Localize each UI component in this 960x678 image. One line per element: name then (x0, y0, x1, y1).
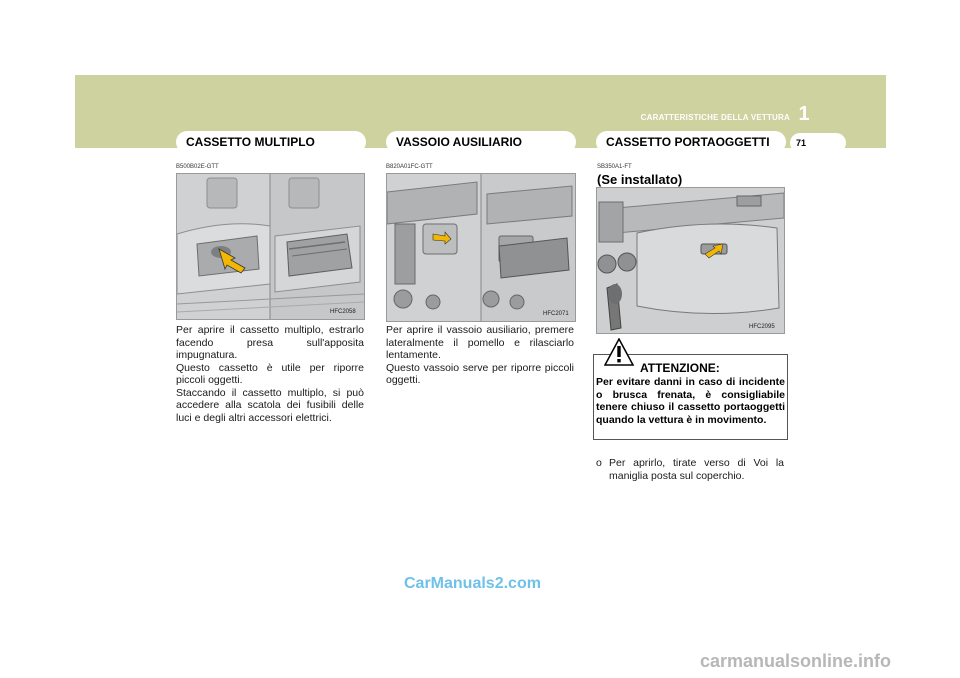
section-code: B820A01FC-GTT (386, 164, 433, 170)
figure-glove-box (596, 187, 785, 334)
figure-aux-tray (386, 173, 576, 322)
paragraph: Staccando il cassetto multiplo, si può accedere alla scatola dei fusibili delle luci e degli altri accessori elettrici. (176, 386, 364, 424)
section-code: SB350A1-FT (597, 164, 632, 170)
paragraph: Per aprire il vassoio ausiliario, premere lateralmente il pomello e rilasciarlo lentamente. (386, 324, 574, 361)
page-number: 71 (790, 133, 846, 153)
paragraph: Questo vassoio serve per riporre piccoli oggetti. (386, 361, 574, 386)
paragraph: Questo cassetto è utile per riporre piccoli oggetti. (176, 361, 364, 386)
paragraph: Per aprire il cassetto multiplo, estrarlo facendo presa sull'apposita impugnatura. (176, 324, 364, 361)
section-code: B500B02E-GTT (176, 164, 219, 170)
bullet-text: Per aprirlo, tirate verso di Voi la maniglia posta sul coperchio. (609, 457, 784, 482)
list-item (596, 457, 784, 482)
chapter-title: CARATTERISTICHE DELLA VETTURA (640, 113, 790, 122)
section-title-cassetto-portaoggetti: CASSETTO PORTAOGGETTI (596, 131, 786, 153)
section-subtitle: (Se installato) (597, 172, 683, 187)
chapter-number: 1 (798, 103, 810, 125)
figure-label: HFC2058 (330, 309, 356, 315)
warning-text: Per evitare danni in caso di incidente o brusca frenata, è consigliabile tenere chiuso il cassetto portaoggetti quando la vettura è in movimento. (596, 376, 785, 426)
section-body-vassoio-ausiliario (386, 324, 574, 387)
bullet-mark: o (596, 457, 602, 469)
figure-label: HFC2071 (543, 311, 569, 317)
section-title-cassetto-multiplo: CASSETTO MULTIPLO (176, 131, 366, 153)
section-body-cassetto-multiplo (176, 324, 364, 424)
figure-multi-drawer (176, 173, 365, 320)
warning-title: ATTENZIONE: (640, 361, 720, 375)
watermark-top[interactable]: CarManuals2.com (404, 575, 541, 592)
watermark-bottom[interactable]: carmanualsonline.info (700, 651, 892, 671)
warning-triangle-icon (604, 338, 634, 371)
figure-label: HFC2095 (749, 324, 775, 330)
section-title-vassoio-ausiliario: VASSOIO AUSILIARIO (386, 131, 576, 153)
